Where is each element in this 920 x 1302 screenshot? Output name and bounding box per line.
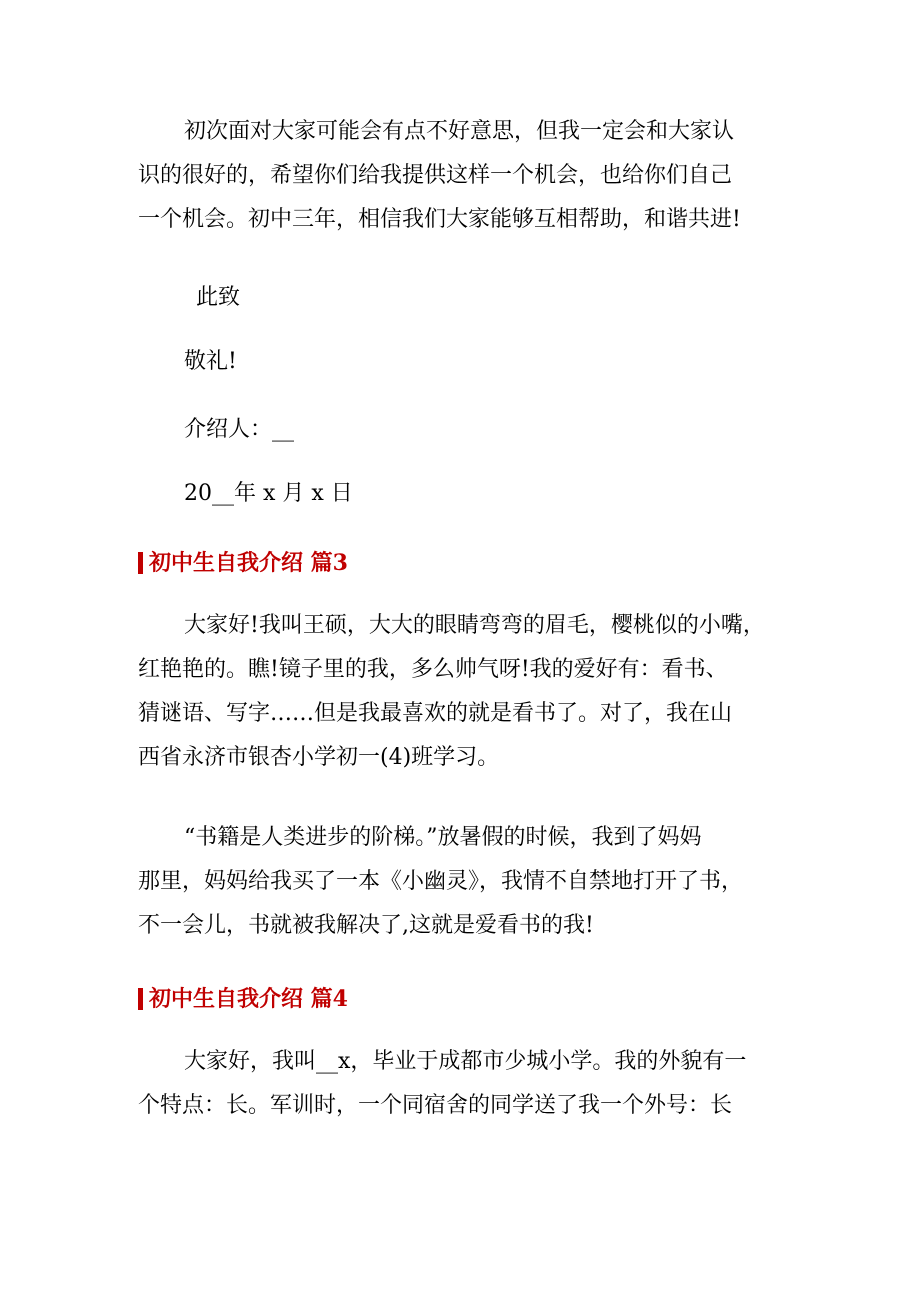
paragraph-chengdu-intro [138,1040,798,1128]
text-line: 不一会儿，书就被我解决了,这就是爱看书的我! [138,913,594,938]
text-line: 大家好!我叫王硕，大大的眼睛弯弯的眉毛，樱桃似的小嘴， [184,613,765,638]
text-line: 红艳艳的。瞧!镜子里的我，多么帅气呀!我的爱好有：看书、 [138,657,728,682]
introducer-signature: 介绍人：__ [184,417,295,442]
text-line: 西省永济市银杏小学初一(4)班学习。 [138,745,500,770]
text-line: 那里，妈妈给我买了一本《小幽灵》，我情不自禁地打开了书， [138,869,744,894]
closing-salutation: 此致 [196,285,241,310]
paragraph-reading [138,816,798,948]
text-line: 大家好，我叫__x，毕业于成都市少城小学。我的外貌有一 [184,1049,747,1074]
text-line: 一个机会。初中三年，相信我们大家能够互相帮助，和谐共进! [138,207,741,232]
section-heading-3 [138,548,348,578]
text-line: “书籍是人类进步的阶梯。”放暑假的时候，我到了妈妈 [184,825,702,850]
section-heading-4 [138,984,348,1014]
heading-marker-icon [138,988,143,1010]
text-line: 个特点：长。军训时，一个同宿舍的同学送了我一个外号：长 [138,1093,733,1118]
section-heading-text: 初中生自我介绍 篇4 [149,986,348,1012]
heading-marker-icon [138,552,143,574]
section-heading-text: 初中生自我介绍 篇3 [149,550,348,576]
text-line: 识的很好的，希望你们给我提供这样一个机会，也给你们自己 [138,163,733,188]
paragraph-wangshuo-intro [138,604,798,780]
paragraph-intro-closing [138,110,798,242]
text-line: 猜谜语、写字……但是我最喜欢的就是看书了。对了，我在山 [138,701,733,726]
closing-regards: 敬礼! [184,349,237,374]
letter-date: 20__年 x 月 x 日 [184,481,353,506]
text-line: 初次面对大家可能会有点不好意思，但我一定会和大家认 [184,119,735,144]
